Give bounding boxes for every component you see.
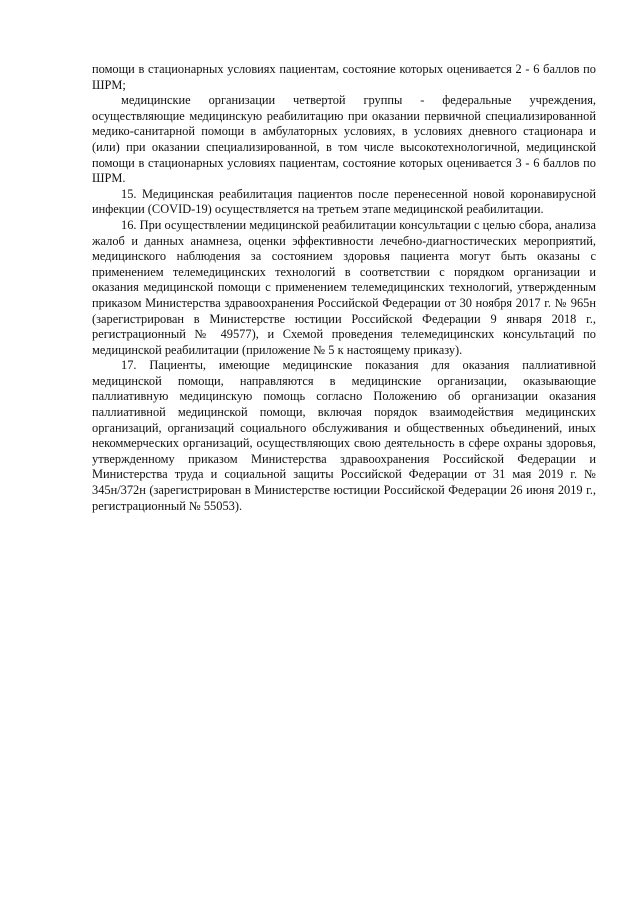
paragraph-fourth-group: медицинские организации четвертой группы - федеральные учреждения, осуществляющие медицинскую реабилитацию при оказании первичной специализированной медико-санитарной помощи в амбулаторных условиях, в условиях дневного стационара и (или) при оказании специализированной, в том числе высокотехнологичной, медицинской помощи в стационарных условиях пациентам, состояние которых оценивается 3 - 6 баллов по ШРМ. [92, 93, 596, 186]
paragraph-item-16: 16. При осуществлении медицинской реабилитации консультации с целью сбора, анализа жалоб и данных анамнеза, оценки эффективности лечебно-диагностических мероприятий, медицинского наблюдения за состоянием здоровья пациента могут быть оказаны с применением телемедицинских технологий в соответствии с порядком организации и оказания медицинской помощи с применением телемедицинских технологий, утвержденным приказом Министерства здравоохранения Российской Федерации от 30 ноября 2017 г. № 965н (зарегистрирован в Министерстве юстиции Российской Федерации 9 января 2018 г., регистрационный № 49577), и Схемой проведения телемедицинских консультаций по медицинской реабилитации (приложение № 5 к настоящему приказу). [92, 217, 596, 357]
paragraph-item-15: 15. Медицинская реабилитация пациентов после перенесенной новой коронавирусной инфекции (COVID-19) осуществляется на третьем этапе медицинской реабилитации. [92, 186, 596, 217]
document-body [92, 62, 596, 514]
paragraph-continuation: помощи в стационарных условиях пациентам, состояние которых оценивается 2 - 6 баллов по ШРМ; [92, 62, 596, 92]
paragraph-item-17: 17. Пациенты, имеющие медицинские показания для оказания паллиативной медицинской помощи, направляются в медицинские организации, оказывающие паллиативную медицинскую помощь согласно Положению об организации оказания паллиативной медицинской помощи, включая порядок взаимодействия медицинских организаций, организаций социального обслуживания и общественных объединений, иных некоммерческих организаций, осуществляющих свою деятельность в сфере охраны здоровья, утвержденному приказом Министерства здравоохранения Российской Федерации и Министерства труда и социальной защиты Российской Федерации от 31 мая 2019 г. № 345н/372н (зарегистрирован в Министерстве юстиции Российской Федерации 26 июня 2019 г., регистрационный № 55053). [92, 358, 596, 513]
